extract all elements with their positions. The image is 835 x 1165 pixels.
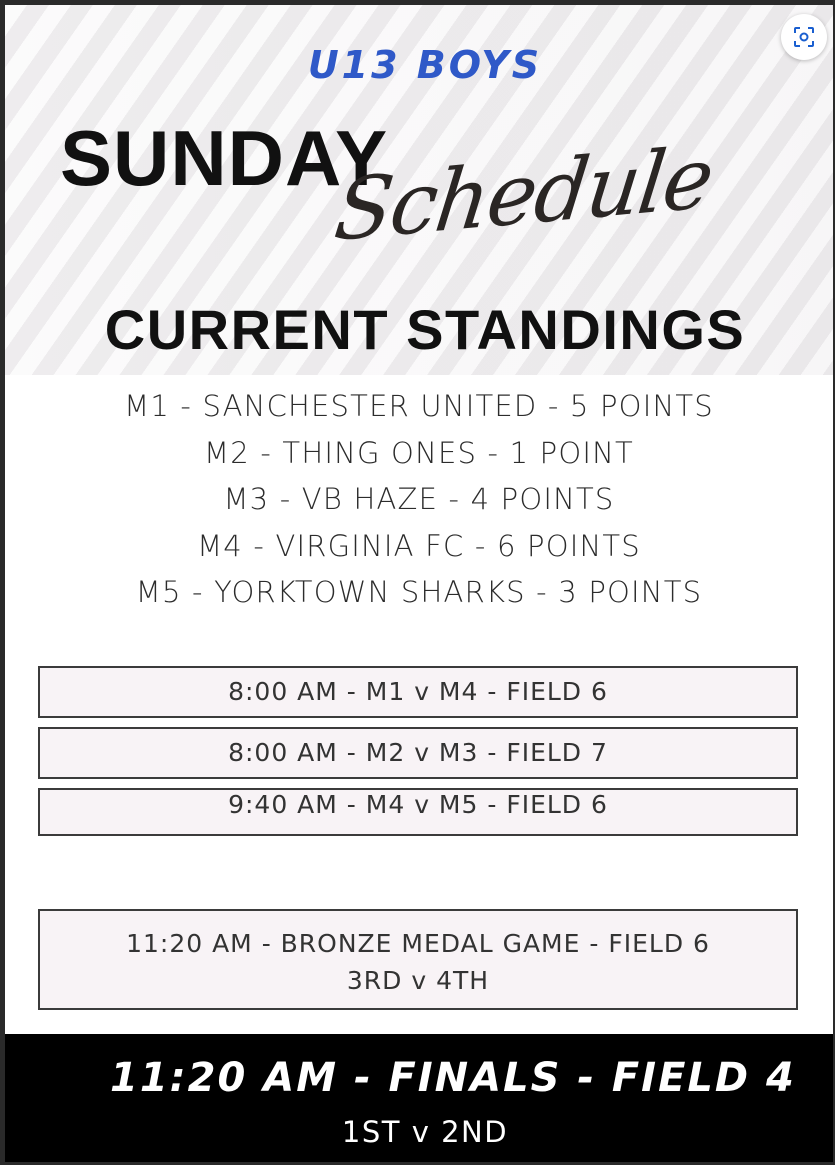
game-box-3	[38, 788, 798, 836]
standings-list	[5, 383, 833, 616]
bronze-matchup: 3RD v 4TH	[346, 966, 490, 995]
title-schedule-script: Schedule	[329, 127, 718, 261]
finals-matchup: 1ST v 2ND	[341, 1115, 509, 1149]
game-3-text: 9:40 AM - M4 v M5 - FIELD 6	[228, 790, 608, 819]
bronze-game-box	[38, 909, 798, 1010]
game-2-text: 8:00 AM - M2 v M3 - FIELD 7	[228, 738, 608, 767]
title-sunday: SUNDAY	[60, 114, 389, 202]
game-box-1	[38, 666, 798, 718]
standings-heading: CURRENT STANDINGS	[104, 298, 746, 361]
schedule-poster	[5, 5, 833, 1162]
standing-m3: M3 - VB HAZE - 4 POINTS	[223, 482, 615, 516]
standing-m5: M5 - YORKTOWN SHARKS - 3 POINTS	[135, 575, 703, 609]
standing-m1: M1 - SANCHESTER UNITED - 5 POINTS	[124, 389, 714, 423]
standing-m2: M2 - THING ONES - 1 POINT	[204, 435, 634, 470]
standing-m4: M4 - VIRGINIA FC - 6 POINTS	[197, 528, 641, 563]
division-label: U13 BOYS	[307, 43, 543, 87]
bronze-game-line: 11:20 AM - BRONZE MEDAL GAME - FIELD 6	[126, 929, 710, 958]
game-box-2	[38, 727, 798, 779]
game-1-text: 8:00 AM - M1 v M4 - FIELD 6	[228, 677, 608, 706]
finals-game-line: 11:20 AM - FINALS - FIELD 4	[110, 1055, 796, 1101]
